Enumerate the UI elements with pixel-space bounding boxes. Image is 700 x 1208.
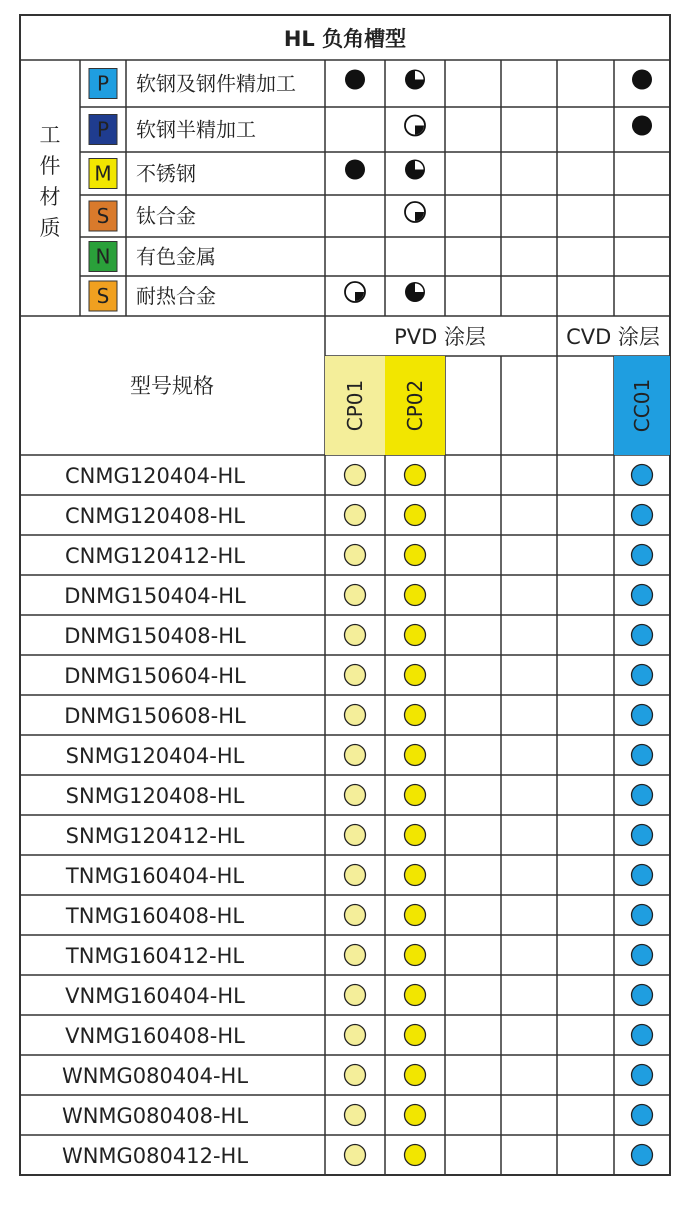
model-name: WNMG080408-HL (61, 1104, 249, 1128)
availability-dot (632, 785, 653, 806)
model-name: VNMG160404-HL (65, 984, 245, 1008)
material-name: 软钢半精加工 (136, 117, 256, 142)
availability-dot (345, 1065, 366, 1086)
availability-dot (345, 865, 366, 886)
material-name: 有色金属 (136, 244, 216, 269)
availability-dot (632, 665, 653, 686)
availability-dot (632, 585, 653, 606)
cvd-coating-header: CVD 涂层 (566, 325, 660, 349)
availability-dot (345, 625, 366, 646)
full-suitability-icon (345, 70, 365, 90)
availability-dot (345, 545, 366, 566)
full-suitability-icon (632, 116, 652, 136)
availability-dot (405, 785, 426, 806)
availability-dot (405, 1145, 426, 1166)
availability-dot (405, 1065, 426, 1086)
availability-dot (405, 585, 426, 606)
availability-dot (632, 1105, 653, 1126)
model-name: DNMG150608-HL (64, 704, 246, 728)
grade-label: CP01 (343, 379, 367, 432)
material-name: 不锈钢 (136, 161, 196, 186)
availability-dot (405, 985, 426, 1006)
model-name: CNMG120404-HL (65, 464, 245, 488)
full-suitability-icon (632, 70, 652, 90)
availability-dot (345, 945, 366, 966)
availability-dot (632, 945, 653, 966)
model-name: DNMG150408-HL (64, 624, 246, 648)
material-code: P (96, 71, 110, 96)
availability-dot (345, 705, 366, 726)
model-name: TNMG160412-HL (65, 944, 245, 968)
model-name: CNMG120412-HL (65, 544, 245, 568)
availability-dot (345, 665, 366, 686)
availability-dot (405, 625, 426, 646)
availability-dot (405, 1025, 426, 1046)
model-name: TNMG160404-HL (65, 864, 245, 888)
model-name: CNMG120408-HL (65, 504, 245, 528)
icon-cutout (415, 161, 424, 170)
availability-dot (345, 1145, 366, 1166)
table-title: HL 负角槽型 (283, 27, 407, 51)
availability-dot (632, 1145, 653, 1166)
material-code: N (95, 244, 111, 269)
availability-dot (345, 465, 366, 486)
availability-dot (405, 745, 426, 766)
material-name: 软钢及钢件精加工 (136, 71, 296, 96)
availability-dot (632, 505, 653, 526)
model-name: DNMG150604-HL (64, 664, 246, 688)
table-cells (40, 69, 671, 1169)
availability-dot (632, 905, 653, 926)
availability-dot (405, 905, 426, 926)
icon-cutout (415, 284, 424, 293)
availability-dot (632, 705, 653, 726)
availability-dot (632, 465, 653, 486)
availability-dot (345, 585, 366, 606)
availability-dot (405, 705, 426, 726)
availability-dot (632, 1025, 653, 1046)
full-suitability-icon (345, 160, 365, 180)
availability-dot (345, 785, 366, 806)
model-name: VNMG160408-HL (65, 1024, 245, 1048)
material-name: 钛合金 (136, 204, 196, 228)
workpiece-label-char: 质 (39, 216, 61, 240)
availability-dot (345, 905, 366, 926)
availability-dot (405, 1105, 426, 1126)
availability-dot (405, 825, 426, 846)
availability-dot (405, 865, 426, 886)
model-name: WNMG080412-HL (61, 1144, 249, 1168)
availability-dot (632, 625, 653, 646)
material-code: P (96, 117, 110, 142)
model-name: SNMG120408-HL (65, 784, 245, 808)
model-header: 型号规格 (130, 374, 214, 398)
availability-dot (405, 465, 426, 486)
availability-dot (345, 505, 366, 526)
grade-label: CP02 (403, 379, 427, 432)
availability-dot (632, 865, 653, 886)
workpiece-label-char: 材 (39, 185, 61, 209)
material-code: S (96, 204, 110, 228)
grade-label: CC01 (630, 378, 654, 433)
model-name: SNMG120404-HL (65, 744, 245, 768)
availability-dot (345, 745, 366, 766)
material-code: S (96, 284, 110, 308)
availability-dot (345, 1105, 366, 1126)
availability-dot (632, 745, 653, 766)
availability-dot (345, 825, 366, 846)
model-name: TNMG160408-HL (65, 904, 245, 928)
pvd-coating-header: PVD 涂层 (394, 325, 486, 349)
availability-dot (345, 1025, 366, 1046)
model-name: DNMG150404-HL (64, 584, 246, 608)
availability-dot (405, 665, 426, 686)
model-name: SNMG120412-HL (65, 824, 245, 848)
material-name: 耐热合金 (136, 284, 216, 308)
model-name: WNMG080404-HL (61, 1064, 249, 1088)
availability-dot (632, 985, 653, 1006)
availability-dot (632, 545, 653, 566)
availability-dot (405, 945, 426, 966)
availability-dot (632, 1065, 653, 1086)
availability-dot (632, 825, 653, 846)
availability-dot (345, 985, 366, 1006)
workpiece-label-char: 件 (39, 154, 61, 178)
workpiece-label-char: 工 (39, 123, 61, 147)
material-code: M (94, 161, 112, 186)
availability-dot (405, 505, 426, 526)
icon-cutout (415, 71, 424, 80)
availability-dot (405, 545, 426, 566)
